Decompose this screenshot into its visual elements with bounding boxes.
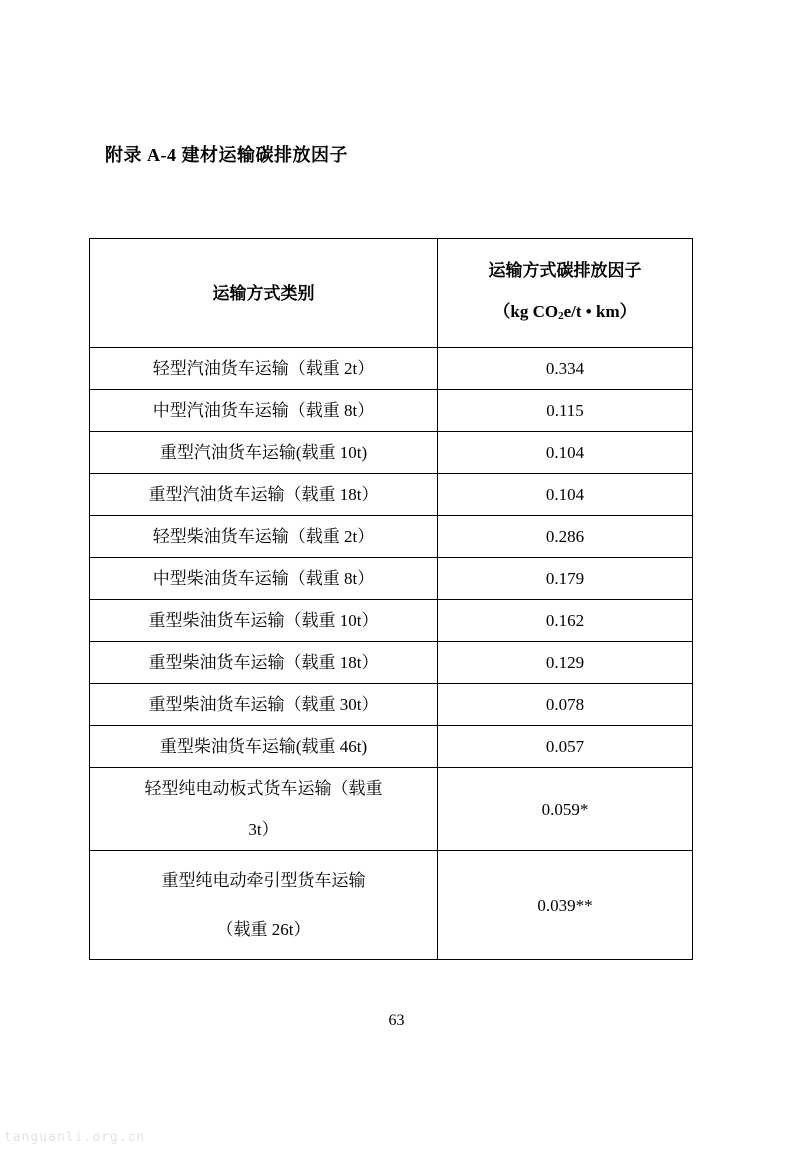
page-number: 63 [388,1012,405,1029]
transport-type-cell: 重型柴油货车运输（载重 10t） [90,600,438,642]
table-row [90,348,693,390]
emission-factor-cell: 0.129 [438,642,693,684]
table-row [90,851,693,960]
header-emission-factor-label: 运输方式碳排放因子 [488,261,642,280]
transport-type-cell: 重型柴油货车运输（载重 30t） [90,684,438,726]
table-header-row [90,239,693,348]
transport-emission-factor-table [89,238,693,960]
header-emission-factor [438,239,693,348]
emission-factor-cell: 0.162 [438,600,693,642]
section-title: 附录 A-4 建材运输碳排放因子 [105,145,348,165]
table-row [90,390,693,432]
header-emission-factor-unit: （kg $CO_2e/t$ • km） [493,302,637,322]
emission-factor-cell: 0.057 [438,726,693,768]
emission-factor-cell: 0.104 [438,474,693,516]
emission-factor-cell: 0.039** [438,851,693,960]
transport-type-cell: 重型汽油货车运输（载重 18t） [90,474,438,516]
emission-factor-cell: 0.078 [438,684,693,726]
transport-type-cell: 中型汽油货车运输（载重 8t） [90,390,438,432]
table-row [90,642,693,684]
emission-factor-cell: 0.334 [438,348,693,390]
transport-type-cell: 重型汽油货车运输(载重 10t) [90,432,438,474]
table-row [90,726,693,768]
table-row [90,558,693,600]
emission-factor-cell: 0.104 [438,432,693,474]
table-row [90,516,693,558]
emission-factor-cell: 0.115 [438,390,693,432]
transport-type-cell: 重型柴油货车运输(载重 46t) [90,726,438,768]
table-row [90,684,693,726]
transport-type-cell: 轻型汽油货车运输（载重 2t） [90,348,438,390]
transport-type-cell: 轻型纯电动板式货车运输（载重 3t） [90,768,438,851]
table-row [90,432,693,474]
table-row [90,600,693,642]
transport-type-cell: 重型柴油货车运输（载重 18t） [90,642,438,684]
transport-type-cell: 中型柴油货车运输（载重 8t） [90,558,438,600]
watermark: tanguanli.org.cn [4,1130,146,1145]
transport-type-cell: 轻型柴油货车运输（载重 2t） [90,516,438,558]
emission-factor-cell: 0.179 [438,558,693,600]
transport-type-cell: 重型纯电动牵引型货车运输 （载重 26t） [90,851,438,960]
table-row [90,474,693,516]
emission-factor-cell: 0.059* [438,768,693,851]
header-transport-type: 运输方式类别 [90,239,438,348]
table-row [90,768,693,851]
emission-factor-cell: 0.286 [438,516,693,558]
